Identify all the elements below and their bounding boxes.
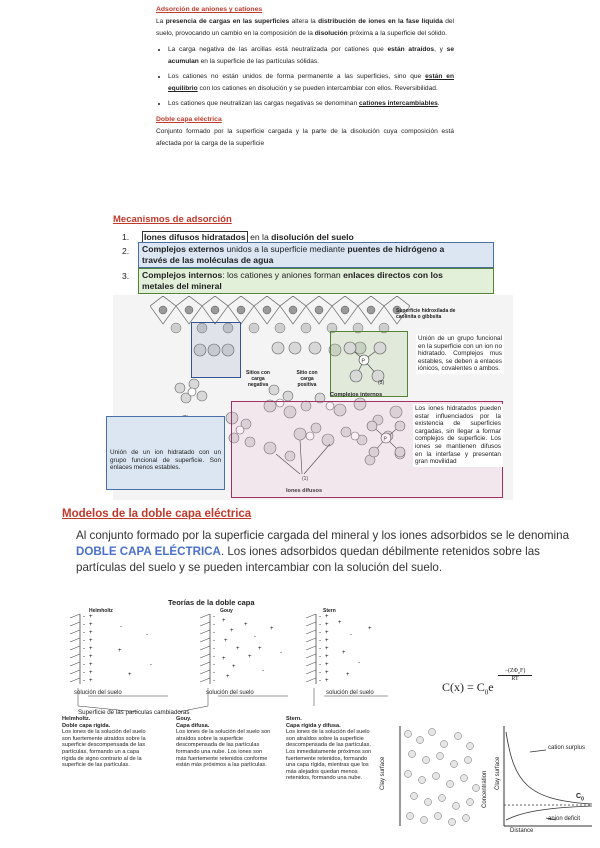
svg-text:+: +	[222, 656, 226, 662]
svg-text:-: -	[120, 624, 122, 630]
svg-text:+: +	[325, 670, 329, 676]
teorias-panels	[58, 606, 398, 718]
adsorcion-title: Adsorción de aniones y cationes	[156, 6, 263, 13]
svg-text:-: -	[319, 678, 321, 684]
desc-helmholtz: Helmholtz. Doble capa rígida. Los iones de la solución del suelo son fuertemente atraídos sobre la superficie descompensada de las partículas, formando un a capa rígida de signo contrario al de la superficie de las partículas.	[62, 716, 146, 769]
svg-text:-: -	[213, 638, 215, 644]
svg-text:-: -	[350, 632, 352, 638]
svg-text:-: -	[280, 650, 282, 656]
svg-text:+: +	[118, 648, 122, 654]
svg-text:+: +	[224, 638, 228, 644]
svg-text:-: -	[83, 670, 85, 676]
svg-text:-: -	[319, 646, 321, 652]
svg-text:-: -	[83, 614, 85, 620]
adsorcion-list	[156, 44, 454, 111]
svg-text:-: -	[213, 614, 215, 620]
mecanismo-3: Complejos internos: los cationes y aniones forman enlaces directos con los metales del mineral	[138, 268, 494, 294]
svg-text:+: +	[325, 646, 329, 652]
svg-text:-: -	[213, 646, 215, 652]
note-externos: Unión de un ion hidratado con un grupo funcional de superficie. Son enlaces menos estables.	[106, 416, 225, 490]
svg-text:-: -	[83, 646, 85, 652]
svg-text:-: -	[358, 660, 360, 666]
svg-text:-: -	[83, 638, 85, 644]
teorias-title: Teorías de la doble capa	[168, 598, 255, 607]
svg-text:+: +	[368, 626, 372, 632]
svg-text:+: +	[325, 630, 329, 636]
mecanismo-num-1: 1.	[122, 232, 130, 242]
mecanismo-1: Iones difusos hidratados en la disolución del suelo	[138, 230, 393, 245]
concentration-axis-label: Concentration	[482, 770, 488, 808]
svg-text:-: -	[83, 662, 85, 668]
clay-surface-label-2: Clay surface	[495, 756, 501, 790]
svg-text:+: +	[325, 654, 329, 660]
doble-capa-text: Conjunto formado por la superficie cargada y la parte de la disolución cuya composición está afectada por la carga de la superficie	[156, 127, 454, 148]
complejos-internos-label: Complejos internos	[330, 392, 383, 398]
list-item: • La carga negativa de las arcillas está neutralizada por cationes que están atraídos, y se acumulan en la superficie de las partículas sólidas.	[168, 44, 454, 68]
n3a-label: (3)	[378, 380, 385, 386]
svg-text:-: -	[213, 622, 215, 628]
note-difusos: Los iones hidratados pueden estar influenciados por la existencia de superficies cargadas, sin llegar a formar complejos de superficie. Los iones se mantienen difusos en la interfase y presentan gran movilidad	[415, 405, 501, 466]
svg-text:-: -	[319, 638, 321, 644]
svg-text:+: +	[244, 622, 248, 628]
svg-text:-: -	[319, 622, 321, 628]
svg-text:-: -	[213, 654, 215, 660]
svg-text:-: -	[213, 670, 215, 676]
svg-text:+: +	[89, 662, 93, 668]
svg-text:+: +	[128, 672, 132, 678]
svg-text:+: +	[89, 638, 93, 644]
superficie-label: Superficie de las partículas cambiadoras	[78, 709, 190, 716]
svg-text:+: +	[342, 650, 346, 656]
solucion-label-1: solución del suelo	[74, 690, 122, 696]
list-item: • Los cationes no están unidos de forma permanente a las superficies, sino que están en equilibrio con los cationes en disolución y se pueden intercambiar con ellos. Reversibilidad.	[168, 71, 454, 95]
teoria-name-stern: Stern	[323, 608, 336, 614]
svg-text:-: -	[213, 678, 215, 684]
concentration-formula: $C(x) = C_0e$	[442, 680, 494, 697]
svg-text:+: +	[258, 646, 262, 652]
mineral-lattice	[150, 296, 410, 336]
svg-text:+: +	[325, 622, 329, 628]
mecanismos-title: Mecanismos de adsorción	[113, 214, 232, 225]
svg-text:+: +	[89, 670, 93, 676]
svg-text:-: -	[319, 630, 321, 636]
sitio-pos-label: Sitio con carga positiva	[296, 370, 318, 388]
svg-text:+: +	[325, 614, 329, 620]
sitio-neg-label: Sitios con carga negativa	[246, 370, 270, 388]
svg-text:-: -	[213, 662, 215, 668]
desc-gouy: Gouy. Capa difusa. Los iones de la solución del suelo son atraídos sobre la superficie descompensada de las partículas formando una nube. Los iones son más fuertemente retenidos conforme están más próximos a las partículas.	[176, 716, 271, 769]
cation-surplus-label: cation surplus	[548, 745, 586, 751]
svg-text:+: +	[270, 626, 274, 632]
mecanismo-num-3: 3.	[122, 271, 130, 281]
svg-text:-: -	[146, 632, 148, 638]
svg-text:+: +	[338, 620, 342, 626]
sup-label: Superficie hidroxilada de caolinita o gibbsita	[396, 308, 456, 320]
modelos-title: Modelos de la doble capa eléctrica	[62, 508, 252, 520]
svg-text:-: -	[319, 670, 321, 676]
svg-text:-: -	[83, 622, 85, 628]
svg-text:-: -	[150, 662, 152, 668]
svg-text:-: -	[83, 678, 85, 684]
externos-highlight	[191, 322, 241, 378]
anion-deficit-label: anion deficit	[548, 816, 581, 822]
c0-label: $C_0$	[576, 793, 584, 803]
svg-text:P: P	[383, 436, 387, 443]
list-item: • Los cationes que neutralizan las cargas negativas se denominan cationes intercambiables.	[168, 98, 454, 110]
distance-label: Distance	[510, 828, 534, 834]
desc-stern: Stern. Capa rígida y difusa. Los iones de la solución del suelo son atraídos sobre la superficie descompensada de las partículas. Los inmediatamente próximos son fuertemente retenidos, formando una capa rígida, mientras que los más alejados quedan menos retenidos, formando una nube.	[286, 716, 372, 782]
formula-exponent: $-(Z\Phi_oF)$ RT	[498, 668, 532, 682]
n1-label: (1)	[302, 476, 309, 482]
solucion-label-3: solución del suelo	[326, 690, 374, 696]
svg-text:-: -	[319, 654, 321, 660]
svg-text:+: +	[89, 630, 93, 636]
svg-text:+: +	[232, 664, 236, 670]
svg-text:+: +	[236, 646, 240, 652]
mecanismo-num-2: 2.	[122, 246, 130, 256]
svg-text:+: +	[248, 654, 252, 660]
svg-text:-: -	[319, 662, 321, 668]
solucion-label-2: solución del suelo	[206, 690, 254, 696]
adsorcion-section	[156, 4, 454, 150]
svg-text:+: +	[325, 638, 329, 644]
iones-difusos-label: Iones difusos	[286, 488, 323, 494]
svg-text:+: +	[89, 614, 93, 620]
svg-text:+: +	[89, 678, 93, 684]
modelos-text: Al conjunto formado por la superficie cargada del mineral y los iones adsorbidos se le denomina DOBLE CAPA ELÉCTRICA. Los iones adsorbidos quedan débilmente retenidos sobre las partículas del suelo y se pueden intercambiar con la solución del suelo.	[76, 529, 570, 575]
svg-text:+: +	[222, 618, 226, 624]
svg-text:-: -	[213, 630, 215, 636]
svg-text:-: -	[254, 634, 256, 640]
svg-text:-: -	[319, 614, 321, 620]
svg-text:-: -	[83, 630, 85, 636]
note-internos: Unión de un grupo funcional en la superficie con un ion no hidratado. Complejos mus estables, se deben a enlaces iónicos, covalentes o ambos.	[418, 335, 502, 373]
svg-text:+: +	[89, 646, 93, 652]
teoria-name-helmholtz: Helmholtz	[89, 608, 113, 614]
svg-text:+: +	[346, 672, 350, 678]
svg-text:+: +	[325, 678, 329, 684]
adsorcion-paragraph: La presencia de cargas en las superficies altera la distribución de iones en la fase líquida del suelo, provocando un cambio en la composición de la disolución próxima a la superficie del sólido.	[156, 18, 455, 38]
svg-text:+: +	[325, 662, 329, 668]
mecanismo-2: Complejos externos unidos a la superficie mediante puentes de hidrógeno a través de las moléculas de agua	[138, 242, 494, 268]
svg-text:P: P	[361, 358, 365, 365]
svg-text:-: -	[262, 668, 264, 674]
svg-text:+: +	[89, 622, 93, 628]
clay-surface-label: Clay surface	[380, 756, 386, 790]
svg-text:+: +	[89, 654, 93, 660]
teoria-name-gouy: Gouy	[220, 608, 233, 614]
internos-molecule	[336, 336, 402, 388]
svg-text:+: +	[226, 674, 230, 680]
doble-capa-title: Doble capa eléctrica	[156, 115, 222, 123]
svg-text:-: -	[83, 654, 85, 660]
svg-text:+: +	[230, 628, 234, 634]
